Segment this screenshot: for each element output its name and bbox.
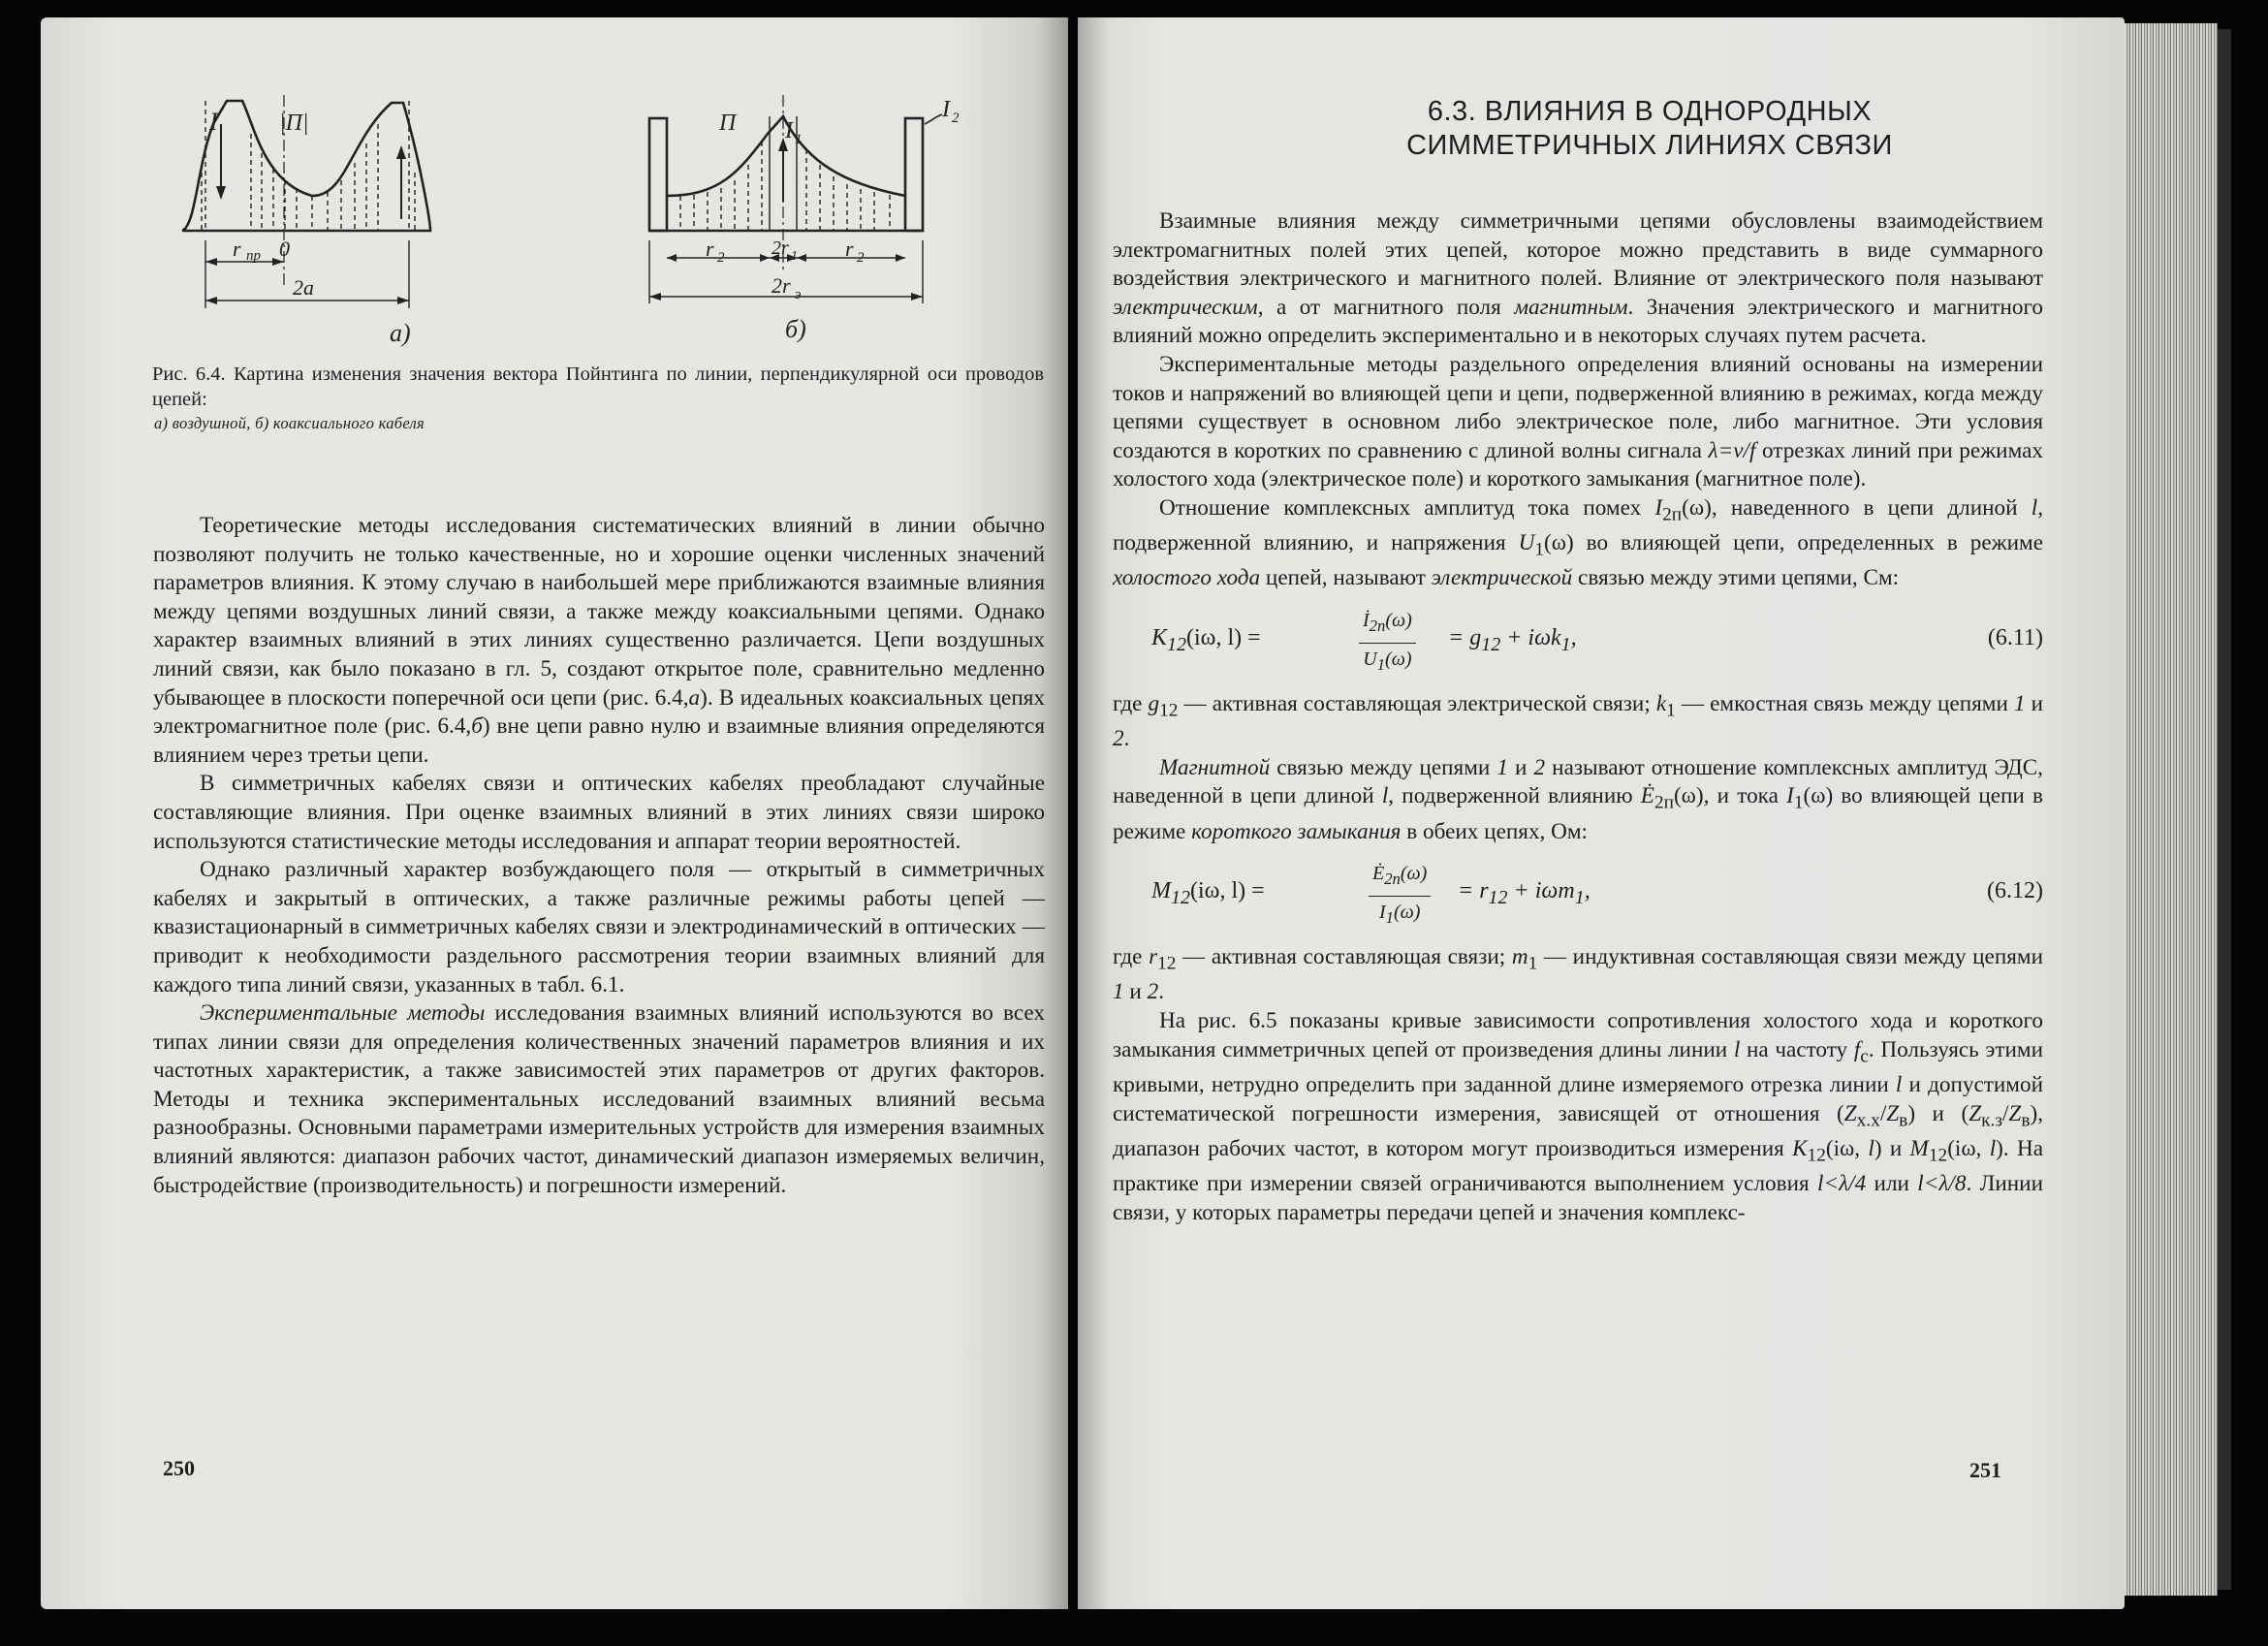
paragraph: Теоретические методы исследования систематических влияний в линии обычно позволяют получить не только качественные, но и хорошие оценки численных значений параметров влияния. К этому случаю в наибольшей мере приближаются взаимные влияния между цепями воздушных линий связи, а также между коаксиальными цепями. Однако характер взаимных влияний в этих линиях существенно различается. Цепи воздушных линий связи, как было показано в гл. 5, создают открытое поле, сравнительно медленно убывающее в плоскости поперечной оси цепи (рис. 6.4,а). В идеальных коаксиальных цепях электромагнитное поле (рис. 6.4,б) вне цепи равно нулю и взаимные влияния определяются влиянием через третьи цепи. [153, 513, 1045, 768]
section-title: 6.3. ВЛИЯНИЯ В ОДНОРОДНЫХ СИММЕТРИЧНЫХ ЛИНИЯХ СВЯЗИ [1406, 96, 1893, 161]
fig-label-b-i2: I [942, 97, 950, 122]
equation-6-12: $M_{12}(i\omega$, l) = $Ė_{2п}(\omega)$ $I_1(\omega)$ = $r_{12} + i\omega m_1$, (6.12) [1113, 856, 2043, 935]
fig-label-a-zero: 0 [279, 237, 290, 261]
paragraph: Экспериментальные методы исследования взаимных влияний используются во всех типах линии связи для определения количественных значений параметров влияния и их частотных характеристик, а также зависимостей этих параметров от других факторов. Методы и техника экспериментальных исследований взаимных влияний весьма разнообразны. Основными параметрами измерительных устройств для измерения взаимных влияний являются: диапазон рабочих частот, динамический диапазон измеряемых величин, быстродействие (производительность) и погрешности измерений. [153, 1000, 1045, 1198]
fig-label-b-poynting: П [719, 111, 737, 136]
fig-label-a-current: I [209, 108, 218, 136]
fig-label-b-2r3: 2r [772, 273, 791, 298]
fig-label-b-i1: I [785, 118, 793, 143]
book-page-edges [2125, 23, 2218, 1596]
paragraph: Экспериментальные методы раздельного определения влияний основаны на измерении токов и напряжений во влияющей цепи и цепи, подверженной влиянию в режимах, когда между цепями существует в основном либо электрическое поле, либо магнитное. Эти условия создаются в коротких по сравнению с длиной волны сигнала λ=v/f отрезках линий при режимах холостого хода (электрическое поле) и короткого замыкания (магнитное поле). [1113, 351, 2043, 492]
fig-label-b-r2-right-sub: 2 [857, 250, 865, 266]
book-cover-edge [2218, 29, 2231, 1590]
fig-label-b-i1-sub: 1 [795, 132, 803, 147]
paragraph: Взаимные влияния между симметричными цепями обусловлены взаимодействием электромагнитных полей этих цепей, которое можно представить в виде суммарного воздействия электрического и магнитного полей. Влияние от электрического поля называют электрическим, а от магнитного поля магнитным. Значения электрического и магнитного влияний можно определить экспериментально и в некоторых случаях путем расчета. [1113, 208, 2043, 349]
fig-label-b-2r1-sub: 1 [791, 249, 798, 264]
fig-letter-a: а) [390, 319, 411, 347]
page-number-left: 250 [163, 1456, 195, 1480]
left-book-page [41, 17, 1068, 1609]
left-body-text [153, 512, 1045, 1200]
fig-label-a-r-sub: пр [246, 248, 261, 264]
equation-number: (6.12) [1987, 878, 2043, 904]
fig-label-b-r2-left: r [706, 237, 714, 261]
equation-number: (6.11) [1987, 625, 2043, 650]
fig-label-b-r2-right: r [845, 237, 854, 261]
fig-label-b-2r3-sub: э [795, 287, 802, 302]
fig-label-a-2a: 2a [293, 275, 314, 300]
paragraph: Магнитной связью между цепями 1 и 2 называют отношение комплексных амплитуд ЭДС, наведенной в цепи длиной l, подверженной влиянию $Ė_{2п}(\omega)$, и тока $I_1(\omega)$ во влияющей цепи в режиме короткого замыкания в обеих цепях, Ом: [1113, 754, 2043, 844]
fig-label-b-2r1: 2r [772, 237, 789, 259]
figure-panel-b [649, 95, 942, 303]
outer-conductor-left [649, 118, 667, 231]
fig-label-a-r: r [233, 237, 241, 261]
fig-label-b-r2-left-sub: 2 [717, 250, 725, 266]
page-number-right: 251 [1969, 1458, 2001, 1482]
outer-conductor-right [905, 118, 923, 231]
equation-6-11: $K_{12}(i\omega$, l) = $İ_{2п}(\omega)$ $U_1(\omega)$ = $g_{12} + i\omega k_1$, (6.11) [1113, 603, 2043, 682]
hatch-lines-a [202, 124, 415, 231]
figure-6-4 [176, 95, 971, 357]
right-book-page [1078, 17, 2125, 1609]
fig-label-b-i2-sub: 2 [952, 111, 960, 126]
paragraph: где $r_{12}$ — активная составляющая связи; $m_1$ — индуктивная составляющая связи между цепями 1 и 2. [1113, 944, 2043, 1005]
fig-letter-b: б) [785, 315, 806, 343]
paragraph: На рис. 6.5 показаны кривые зависимости сопротивления холостого хода и короткого замыкания симметричных цепей от произведения длины линии l на частоту $f_с$. Пользуясь этими кривыми, нетрудно определить при заданной длине измеряемого отрезка линии l и допустимой систематической погрешности измерения, зависящей от отношения $(Z_{х.х}/Z_в)$ и $(Z_{к.з}/Z_в)$, диапазон рабочих частот, в котором могут производиться измерения $K_{12}(i\omega$, l) и $M_{12}(i\omega$, l). На практике при измерении связей ограничиваются выполнением условия l<λ/4 или l<λ/8. Линии связи, у которых параметры передачи цепей и значения комплекс- [1113, 1008, 2043, 1225]
paragraph: где $g_{12}$ — активная составляющая электрической связи; $k_1$ — емкостная связь между цепями 1 и 2. [1113, 691, 2043, 752]
paragraph: Отношение комплексных амплитуд тока помех $I_{2п}(\omega)$, наведенного в цепи длиной l, подверженной влиянию, и напряжения $U_1(\omega)$ во влияющей цепи, определенных в режиме холостого хода цепей, называют электрической связью между этими цепями, См: [1113, 494, 2043, 591]
right-body-text [1113, 207, 2043, 1227]
paragraph: Однако различный характер возбуждающего поля — открытый в симметричных кабелях и закрытый в оптических, а также различные режимы работы цепей — квазистационарный в симметричных кабелях связи и электродинамический в оптических — приводит к необходимости раздельного рассмотрения теории взаимных влияний для каждого типа линий связи, указанных в табл. 6.1. [153, 857, 1045, 997]
fig-label-a-poynting: |П| [279, 111, 309, 136]
paragraph: В симметричных кабелях связи и оптических кабелях преобладают случайные составляющие влияния. При оценке взаимных влияний в этих линиях связи широко используются статистические методы исследования и аппарат теории вероятностей. [153, 771, 1045, 854]
figure-subcaption: а) воздушной, б) коаксиального кабеля [154, 414, 425, 432]
figure-caption: Рис. 6.4. Картина изменения значения вектора Пойнтинга по линии, перпендикулярной оси проводов цепей: [152, 364, 1044, 410]
